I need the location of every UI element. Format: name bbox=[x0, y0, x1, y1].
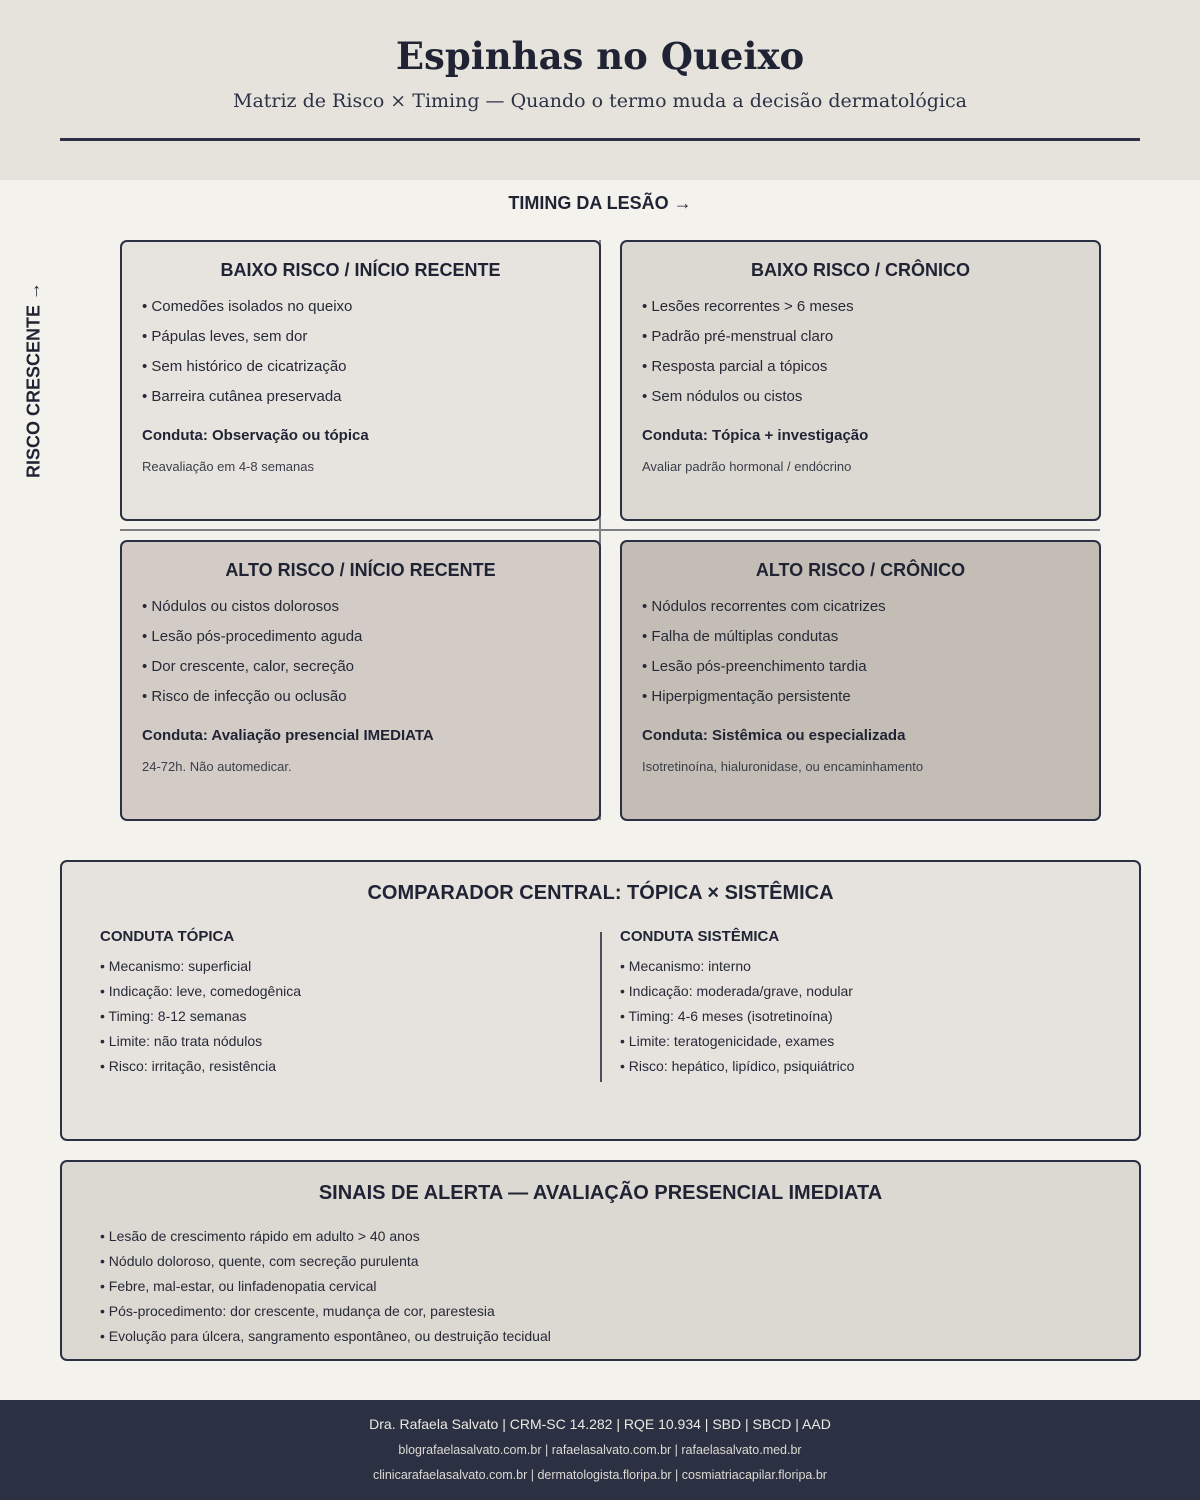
list-item: • Padrão pré-menstrual claro bbox=[642, 328, 834, 345]
list-item: • Mecanismo: superficial bbox=[100, 958, 252, 974]
alert-panel bbox=[60, 1160, 1141, 1361]
quadrant-note: Reavaliação em 4-8 semanas bbox=[142, 459, 314, 474]
list-item: • Lesões recorrentes > 6 meses bbox=[642, 298, 854, 315]
comparator-systemic-column bbox=[620, 927, 854, 1082]
footer-sites-secondary: clinicarafaelasalvato.com.br | dermatologista.floripa.br | cosmiatriacapilar.floripa.br bbox=[373, 1468, 827, 1482]
quadrant-criteria-list bbox=[142, 297, 352, 417]
quadrant-conduta: Conduta: Observação ou tópica bbox=[142, 427, 369, 444]
comparator-list bbox=[100, 957, 301, 1082]
list-item: • Falha de múltiplas condutas bbox=[642, 628, 839, 645]
quadrant-criteria-list bbox=[642, 597, 886, 717]
alert-title: SINAIS DE ALERTA — AVALIAÇÃO PRESENCIAL IMEDIATA bbox=[318, 1182, 883, 1204]
comparator-topical-column bbox=[100, 927, 301, 1082]
footer-credentials: Dra. Rafaela Salvato | CRM-SC 14.282 | RQE 10.934 | SBD | SBCD | AAD bbox=[369, 1416, 831, 1432]
quadrant-low-risk-chronic bbox=[620, 240, 1101, 521]
page-subtitle: Matriz de Risco × Timing — Quando o termo muda a decisão dermatológica bbox=[232, 90, 968, 112]
list-item: • Barreira cutânea preservada bbox=[142, 388, 342, 405]
quadrant-title: ALTO RISCO / CRÔNICO bbox=[755, 560, 966, 580]
list-item: • Limite: não trata nódulos bbox=[100, 1033, 263, 1049]
list-item: • Hiperpigmentação persistente bbox=[642, 688, 851, 705]
list-item: • Risco: hepático, lipídico, psiquiátrico bbox=[620, 1058, 855, 1074]
list-item: • Sem nódulos ou cistos bbox=[642, 388, 803, 405]
footer bbox=[0, 1400, 1200, 1500]
quadrant-title: BAIXO RISCO / INÍCIO RECENTE bbox=[220, 260, 501, 280]
list-item: • Comedões isolados no queixo bbox=[142, 298, 353, 315]
header bbox=[0, 0, 1200, 180]
list-item: • Limite: teratogenicidade, exames bbox=[620, 1033, 835, 1049]
quadrant-note: 24-72h. Não automedicar. bbox=[142, 759, 292, 774]
header-divider bbox=[60, 138, 1140, 141]
list-item: • Sem histórico de cicatrização bbox=[142, 358, 347, 375]
matrix-horizontal-axis bbox=[120, 529, 1100, 531]
list-item: • Lesão pós-procedimento aguda bbox=[142, 628, 363, 645]
list-item: • Risco: irritação, resistência bbox=[100, 1058, 277, 1074]
quadrant-high-risk-recent bbox=[120, 540, 601, 821]
quadrant-low-risk-recent bbox=[120, 240, 601, 521]
y-axis-label: RISCO CRESCENTE → bbox=[23, 281, 44, 479]
list-item: • Nódulo doloroso, quente, com secreção purulenta bbox=[100, 1253, 419, 1269]
list-item: • Lesão pós-preenchimento tardia bbox=[642, 658, 867, 675]
alert-list bbox=[100, 1227, 551, 1352]
list-item: • Indicação: moderada/grave, nodular bbox=[620, 983, 853, 999]
quadrant-conduta: Conduta: Tópica + investigação bbox=[642, 427, 869, 444]
quadrant-title: BAIXO RISCO / CRÔNICO bbox=[750, 260, 970, 280]
list-item: • Risco de infecção ou oclusão bbox=[142, 688, 347, 705]
list-item: • Timing: 4-6 meses (isotretinoína) bbox=[620, 1008, 833, 1024]
quadrant-conduta: Conduta: Sistêmica ou especializada bbox=[642, 727, 906, 744]
list-item: • Dor crescente, calor, secreção bbox=[142, 658, 355, 675]
comparator-divider bbox=[600, 932, 602, 1082]
comparator-title: COMPARADOR CENTRAL: TÓPICA × SISTÊMICA bbox=[367, 882, 834, 904]
comparator-column-title: CONDUTA SISTÊMICA bbox=[620, 928, 780, 945]
list-item: • Mecanismo: interno bbox=[620, 958, 751, 974]
list-item: • Febre, mal-estar, ou linfadenopatia cervical bbox=[100, 1278, 377, 1294]
quadrant-conduta: Conduta: Avaliação presencial IMEDIATA bbox=[142, 727, 434, 744]
list-item: • Nódulos recorrentes com cicatrizes bbox=[642, 598, 886, 615]
list-item: • Indicação: leve, comedogênica bbox=[100, 983, 302, 999]
list-item: • Resposta parcial a tópicos bbox=[642, 358, 828, 375]
x-axis-label: TIMING DA LESÃO → bbox=[508, 193, 692, 213]
quadrant-note: Isotretinoína, hialuronidase, ou encaminhamento bbox=[642, 759, 924, 774]
quadrant-high-risk-chronic bbox=[620, 540, 1101, 821]
list-item: • Timing: 8-12 semanas bbox=[100, 1008, 247, 1024]
list-item: • Evolução para úlcera, sangramento espontâneo, ou destruição tecidual bbox=[100, 1328, 551, 1344]
list-item: • Nódulos ou cistos dolorosos bbox=[142, 598, 340, 615]
list-item: • Lesão de crescimento rápido em adulto > 40 anos bbox=[100, 1228, 420, 1244]
comparator-column-title: CONDUTA TÓPICA bbox=[100, 928, 235, 945]
list-item: • Pápulas leves, sem dor bbox=[142, 328, 308, 345]
footer-sites: blografaelasalvato.com.br | rafaelasalvato.com.br | rafaelasalvato.med.br bbox=[398, 1443, 802, 1457]
quadrant-note: Avaliar padrão hormonal / endócrino bbox=[642, 459, 852, 474]
list-item: • Pós-procedimento: dor crescente, mudança de cor, parestesia bbox=[100, 1303, 495, 1319]
comparator-panel bbox=[60, 860, 1141, 1141]
comparator-list bbox=[620, 957, 854, 1082]
quadrant-title: ALTO RISCO / INÍCIO RECENTE bbox=[225, 560, 496, 580]
quadrant-criteria-list bbox=[642, 297, 854, 417]
quadrant-criteria-list bbox=[142, 597, 362, 717]
page-title: Espinhas no Queixo bbox=[395, 34, 805, 78]
